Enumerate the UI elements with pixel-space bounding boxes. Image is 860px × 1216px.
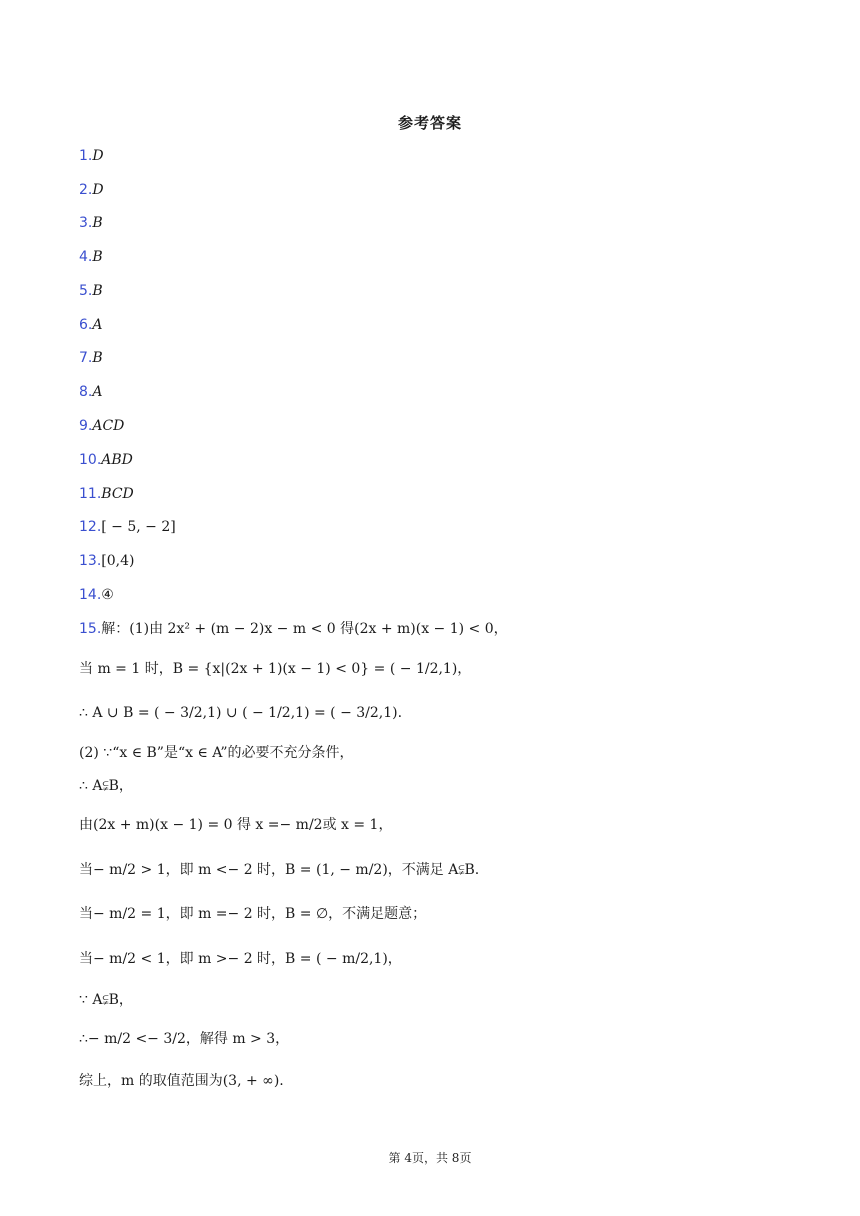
answer-item — [79, 180, 104, 200]
answer-value: B — [92, 350, 103, 366]
answer-value: B — [92, 249, 103, 265]
solution-line: 由(2x + m)(x − 1) = 0 得 x =− m/2或 x = 1， — [79, 817, 393, 833]
answer-item — [79, 247, 103, 267]
solution-line: ∴ A⫋B， — [79, 778, 133, 794]
answer-value: ABD — [101, 452, 133, 468]
answer-number: 15. — [79, 621, 102, 637]
answer-value: [0,4) — [101, 553, 135, 569]
solution-line: 综上，m 的取值范围为(3, + ∞). — [79, 1073, 284, 1089]
answer-item — [79, 416, 124, 436]
answer-number: 4. — [79, 249, 93, 265]
answer-number: 7. — [79, 350, 93, 366]
solution-line: 当 m = 1 时，B = {x|(2x + 1)(x − 1) < 0} = ( − 1/2,1)， — [79, 661, 472, 677]
answer-item — [79, 146, 104, 166]
solution-line: ∵ A⫋B， — [79, 992, 133, 1008]
answer-item — [79, 281, 103, 301]
answer-value: A — [92, 317, 103, 333]
solution-line: 当− m/2 = 1，即 m =− 2 时，B = ∅，不满足题意； — [79, 906, 427, 922]
answer-number: 9. — [79, 418, 93, 434]
solution-line: ∴ A ∪ B = ( − 3/2,1) ∪ ( − 1/2,1) = ( − 3/2,1). — [79, 705, 403, 721]
answer-value: B — [92, 283, 103, 299]
answer-number: 6. — [79, 317, 93, 333]
answer-value: BCD — [101, 486, 134, 502]
answer-item — [79, 382, 102, 402]
answer-value: B — [92, 215, 103, 231]
solution-line — [79, 619, 508, 639]
answer-value: D — [92, 182, 104, 198]
answer-number: 5. — [79, 283, 93, 299]
answer-value: ACD — [92, 418, 125, 434]
answer-value: D — [92, 148, 104, 164]
answer-item — [79, 517, 176, 537]
answer-number: 1. — [79, 148, 93, 164]
answer-number: 12. — [79, 519, 102, 535]
answer-item — [79, 348, 103, 368]
answer-value: ④ — [101, 587, 114, 603]
answer-number: 2. — [79, 182, 93, 198]
answer-number: 10. — [79, 452, 102, 468]
answer-item — [79, 213, 103, 233]
answer-value: A — [92, 384, 103, 400]
answer-number: 13. — [79, 553, 102, 569]
solution-line: 当− m/2 > 1，即 m <− 2 时，B = (1, − m/2)，不满足 A⫋B. — [79, 862, 480, 878]
answer-number: 3. — [79, 215, 93, 231]
answer-item — [79, 484, 134, 504]
answer-item — [79, 450, 133, 470]
answer-number: 8. — [79, 384, 93, 400]
solution-line: (2) ∵“x ∈ B”是“x ∈ A”的必要不充分条件， — [79, 745, 354, 761]
solution-line: ∴− m/2 <− 3/2，解得 m > 3， — [79, 1031, 290, 1047]
answer-item — [79, 551, 134, 571]
answer-item — [79, 585, 114, 605]
answer-value: [ − 5, − 2] — [101, 519, 176, 535]
solution-line: 当− m/2 < 1，即 m >− 2 时，B = ( − m/2,1)， — [79, 951, 402, 967]
solution-text: 解：(1)由 2x² + (m − 2)x − m < 0 得(2x + m)(x − 1) < 0， — [101, 621, 508, 637]
answer-number: 14. — [79, 587, 102, 603]
answer-item — [79, 315, 102, 335]
page-footer: 第 4页，共 8页 — [388, 1151, 472, 1165]
page-title: 参考答案 — [397, 114, 462, 132]
answer-number: 11. — [79, 486, 102, 502]
